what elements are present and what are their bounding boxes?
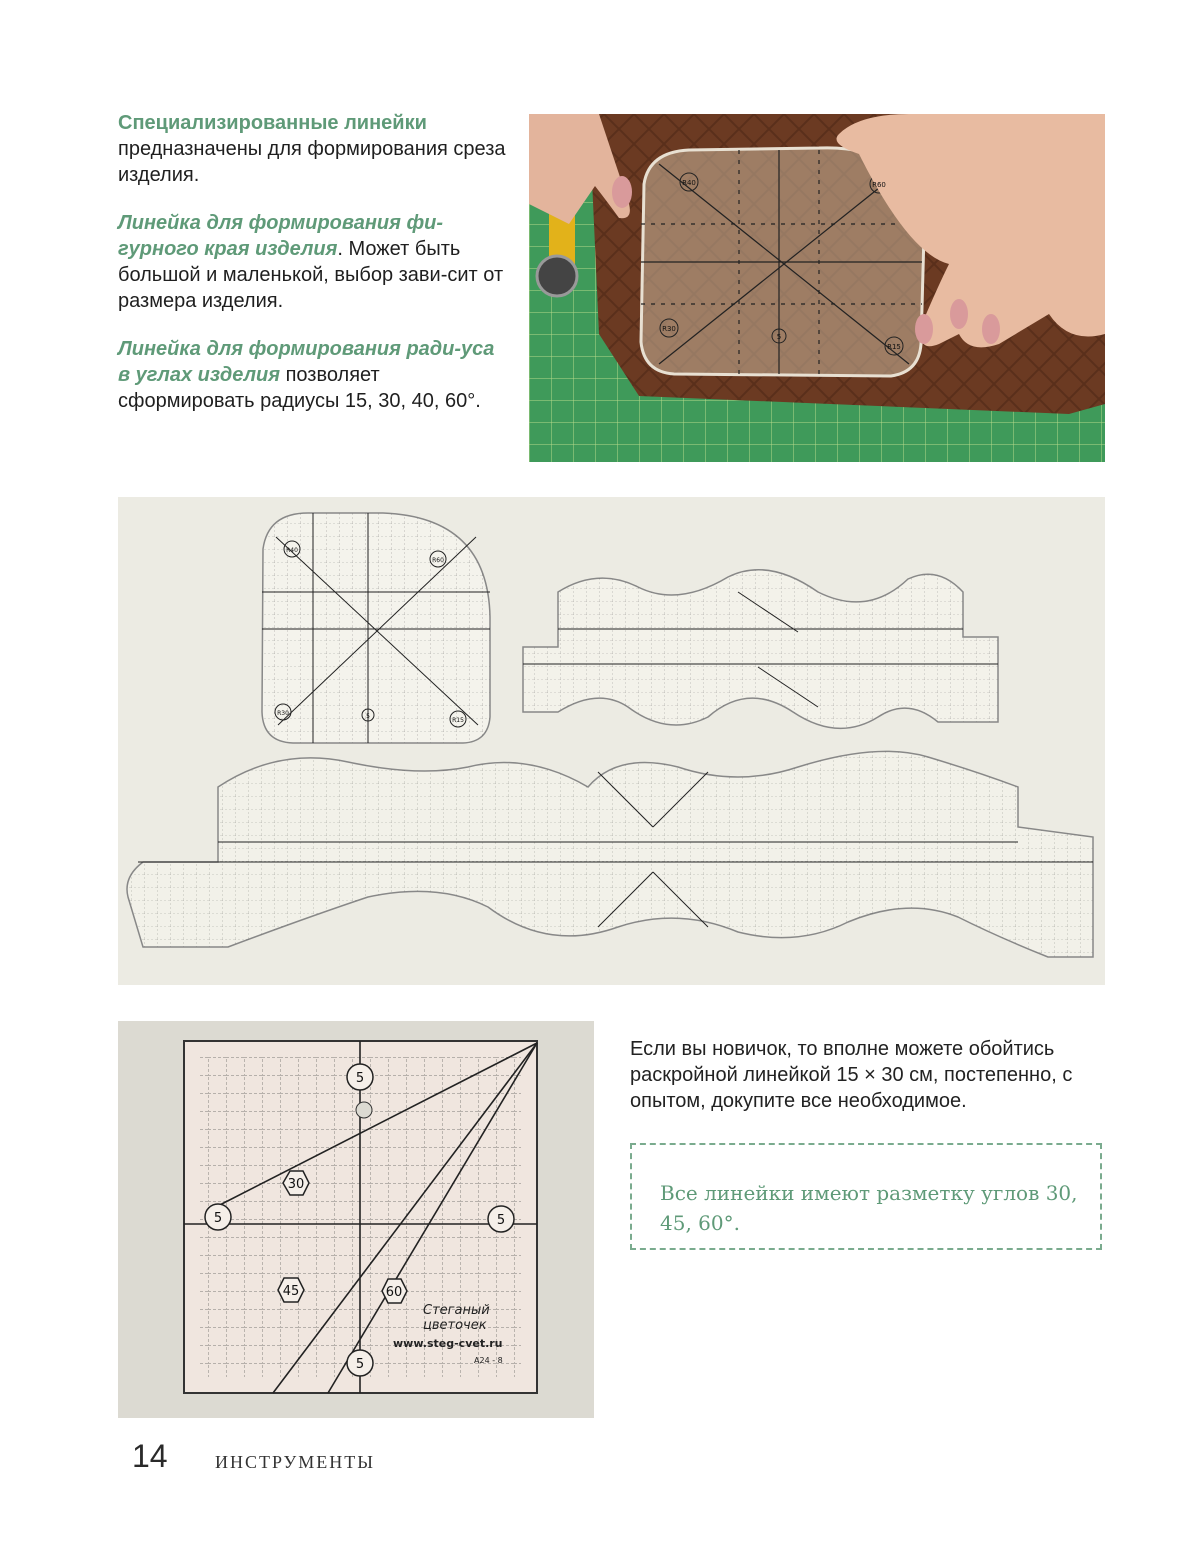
brand-line1: Стеганый: [423, 1303, 490, 1318]
brand-line2: цветочек: [423, 1318, 487, 1333]
photo-square-illustration: [118, 1021, 594, 1418]
photo-rulers-set: [118, 497, 1105, 985]
model-number: A24 - 8: [474, 1356, 503, 1365]
heading-corner-radius-ruler: Линейка для формирования ради-уса в углах изделия: [118, 338, 495, 386]
note-box: [630, 1143, 1102, 1250]
photo-square-ruler: [118, 1021, 594, 1418]
rulers-label-r60: R60: [432, 557, 444, 564]
note-text: Все линейки имеют разметку углов 30, 45, 60°.: [660, 1181, 1078, 1235]
beginner-advice-text: Если вы новичок, то вполне можете обойтись раскройной линейкой 15 × 30 см, постепенно, с опытом, докупите все необходимое.: [630, 1038, 1073, 1112]
intro-text: [118, 110, 508, 436]
paragraph-text: . Может быть большой и маленькой, выбор зави-сит от размера изделия.: [118, 238, 504, 312]
heading-specialized-rulers: Специализированные линейки: [118, 112, 427, 134]
section-title: ИНСТРУМЕНТЫ: [215, 1452, 375, 1472]
rulers-label-r15: R15: [452, 717, 464, 724]
square-ruler: [184, 1041, 537, 1393]
paragraph-specialized-rulers: [118, 110, 508, 188]
paragraph-shaped-edge-ruler: [118, 210, 508, 314]
mark-45: 45: [282, 1284, 300, 1299]
page-number: 14: [132, 1438, 168, 1474]
mark-5-bottom: 5: [355, 1357, 365, 1372]
rulers-label-r30: R30: [277, 710, 289, 717]
mark-60: 60: [385, 1285, 403, 1300]
photo-hands-ruler: [529, 114, 1105, 462]
hands-label-5: 5: [776, 333, 782, 341]
mark-5-right: 5: [496, 1213, 506, 1228]
hands-label-r15: R15: [887, 343, 901, 351]
hands-label-r60: R60: [872, 181, 886, 189]
mark-5-top: 5: [355, 1071, 365, 1086]
photo-rulers-illustration: [118, 497, 1105, 985]
mark-5-left: 5: [213, 1211, 223, 1226]
heading-shaped-edge-ruler: Линейка для формирования фи-гурного края изделия: [118, 212, 444, 260]
brand-url: www.steg-cvet.ru: [393, 1337, 503, 1350]
paragraph-text: предназначены для формирования среза изделия.: [118, 138, 506, 186]
photo-hands-illustration: [529, 114, 1105, 462]
rulers-label-5: 5: [366, 713, 370, 720]
paragraph-text: позволяет сформировать радиусы 15, 30, 40, 60°.: [118, 364, 481, 412]
mark-30: 30: [287, 1177, 305, 1192]
hands-label-r30: R30: [662, 325, 676, 333]
paragraph-corner-radius-ruler: [118, 336, 508, 414]
rulers-label-r40: R40: [286, 547, 298, 554]
hands-label-r40: R40: [682, 179, 696, 187]
